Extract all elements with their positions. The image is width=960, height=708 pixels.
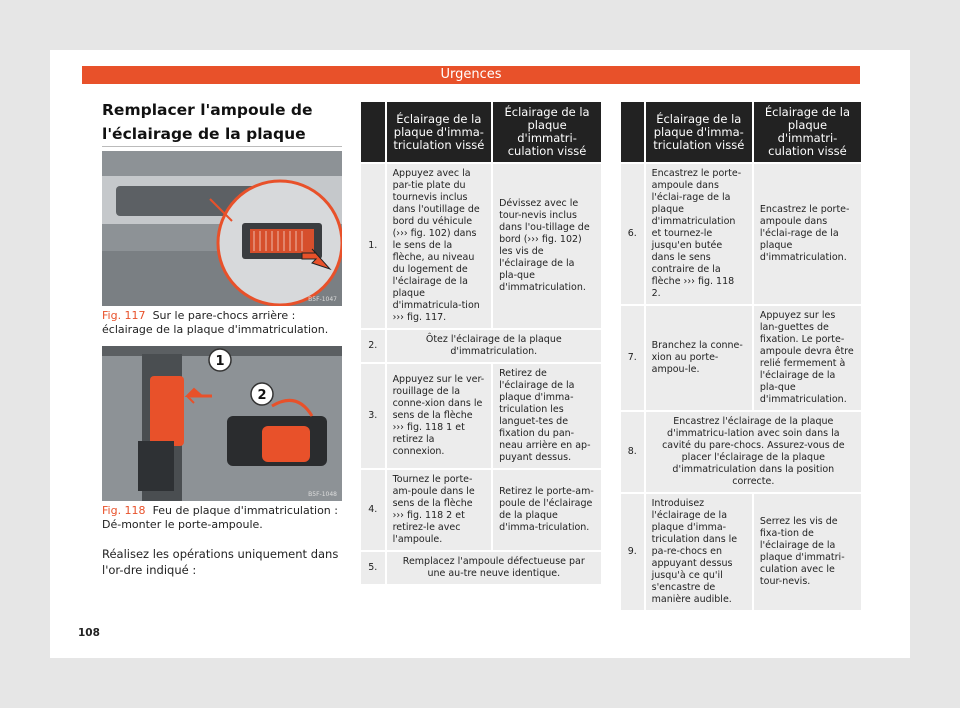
table-header-row	[361, 102, 601, 162]
step-number: 2.	[361, 330, 385, 362]
step-number: 6.	[621, 164, 644, 304]
step-number: 7.	[621, 306, 644, 410]
step-text-a: Tournez le porte-am-poule dans le sens de la flèche ››› fig. 118 2 et retirez-le avec l'ampoule.	[387, 470, 492, 550]
step-number: 3.	[361, 364, 385, 468]
intro-text: Réalisez les opérations uniquement dans l'or-dre indiqué :	[102, 547, 339, 577]
figure-117-code: B5F-1047	[308, 296, 337, 303]
header-empty-cell	[361, 102, 385, 162]
step-text-a: Encastrez le porte-ampoule dans l'éclai-rage de la plaque d'immatriculation et tournez-le jusqu'en butée dans le sens contraire de la flèche ››› fig. 118 2.	[646, 164, 752, 304]
figure-117-image	[102, 151, 342, 306]
title-divider	[102, 146, 342, 147]
figure-118-caption-text: Feu de plaque d'immatriculation : Dé-monter le porte-ampoule.	[102, 504, 338, 531]
section-title: Remplacer l'ampoule de l'éclairage de la plaque	[102, 101, 313, 143]
step-number: 5.	[361, 552, 385, 584]
step-number: 1.	[361, 164, 385, 328]
figure-117-caption-text: Sur le pare-chocs arrière : éclairage de la plaque d'immatriculation.	[102, 309, 329, 336]
table-header-row	[621, 102, 861, 162]
step-text-b: Encastrez le porte-ampoule dans l'éclai-rage de la plaque d'immatriculation.	[754, 164, 861, 304]
table-row	[621, 494, 861, 610]
page-number: 108	[78, 627, 100, 639]
step-shared-text: Ôtez l'éclairage de la plaque d'immatriculation.	[387, 330, 601, 362]
figure-118-marker-1: 1	[215, 354, 225, 369]
table-row	[361, 330, 601, 362]
figure-118-marker-2: 2	[257, 388, 267, 403]
step-text-a: Introduisez l'éclairage de la plaque d'imma-triculation dans le pa-re-chocs en appuyant dessus jusqu'à ce qu'il s'encastre de manière audible.	[646, 494, 752, 610]
header-column-b: Éclairage de la plaque d'immatri-culation vissé	[754, 102, 861, 162]
table-row	[621, 412, 861, 492]
header-column-a: Éclairage de la plaque d'imma-triculation vissé	[387, 102, 492, 162]
step-shared-text: Remplacez l'ampoule défectueuse par une au-tre neuve identique.	[387, 552, 601, 584]
step-number: 8.	[621, 412, 644, 492]
steps-table-right	[619, 100, 863, 612]
step-text-b: Appuyez sur les lan-guettes de fixation. Le porte-ampoule devra être relié fermement à l'éclairage de la pla-que d'immatriculation.	[754, 306, 861, 410]
step-number: 9.	[621, 494, 644, 610]
figure-118-code: B5F-1048	[308, 491, 337, 498]
figure-118-label: Fig. 118	[102, 504, 146, 517]
table-row	[361, 470, 601, 550]
step-text-b: Retirez de l'éclairage de la plaque d'imma-triculation les languet-tes de fixation du pan-neau arrière en ap-puyant dessus.	[493, 364, 601, 468]
chapter-banner: Urgences	[82, 66, 860, 84]
step-text-a: Appuyez avec la par-tie plate du tournevis inclus dans l'outillage de bord du véhicule (››› fig. 102) dans le sens de la flèche, au niveau du logement de l'éclairage de la plaque d'immatricula-tion ››› fig. 117.	[387, 164, 492, 328]
figure-117-caption	[102, 309, 347, 337]
header-column-a: Éclairage de la plaque d'imma-triculation vissé	[646, 102, 752, 162]
step-text-b: Serrez les vis de fixa-tion de l'éclairage de la plaque d'immatri-culation avec le tour-nevis.	[754, 494, 861, 610]
table-row	[361, 552, 601, 584]
table-row	[621, 306, 861, 410]
table-row	[361, 364, 601, 468]
step-text-a: Branchez la conne-xion au porte-ampou-le.	[646, 306, 752, 410]
figure-118-caption	[102, 504, 347, 532]
header-empty-cell	[621, 102, 644, 162]
table-row	[621, 164, 861, 304]
figure-117-label: Fig. 117	[102, 309, 146, 322]
header-column-b: Éclairage de la plaque d'immatri-culation vissé	[493, 102, 601, 162]
table-row	[361, 164, 601, 328]
step-text-b: Retirez le porte-am-poule de l'éclairage de la plaque d'imma-triculation.	[493, 470, 601, 550]
steps-table-left	[359, 100, 603, 586]
step-shared-text: Encastrez l'éclairage de la plaque d'immatricu-lation avec soin dans la cavité du pare-chocs. Assurez-vous de placer l'éclairage de la plaque d'immatriculation dans la position correcte.	[646, 412, 861, 492]
figure-118-image	[102, 346, 342, 501]
step-text-a: Appuyez sur le ver-rouillage de la conne-xion dans le sens de la flèche ››› fig. 118 1 et retirez la connexion.	[387, 364, 492, 468]
step-text-b: Dévissez avec le tour-nevis inclus dans l'ou-tillage de bord (››› fig. 102) les vis de l'éclairage de la pla-que d'immatriculation.	[493, 164, 601, 328]
step-number: 4.	[361, 470, 385, 550]
